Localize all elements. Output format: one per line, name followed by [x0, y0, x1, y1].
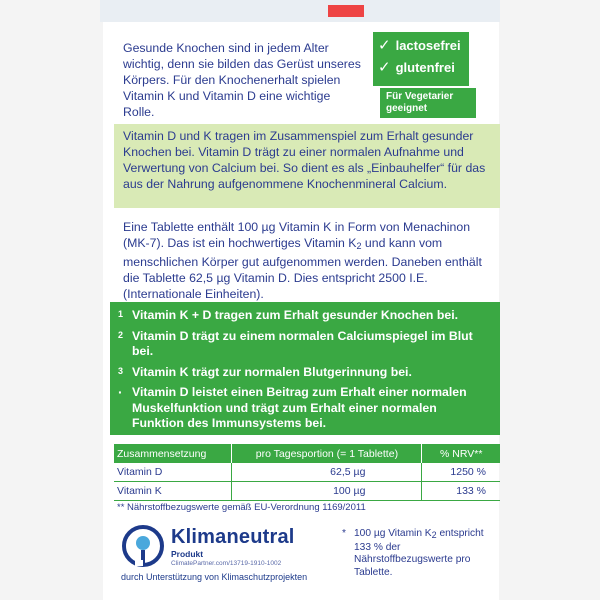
- claim-item: 2 Vitamin D trägt zu einem normalen Calciumspiegel im Blut bei.: [118, 328, 473, 358]
- claim-item: 1 Vitamin K + D tragen zum Erhalt gesunder Knochen bei.: [118, 308, 459, 322]
- klima-title: Klimaneutral: [171, 526, 295, 548]
- claim-item: · Vitamin D leistet einen Beitrag zum Erhalt einer normalen Muskelfunktion und trägt zum Erhalt einer normalen Funktion des Immunsystems bei.: [118, 384, 467, 430]
- table-row: [114, 482, 500, 501]
- klima-url: ClimatePartner.com/13719-1910-1002: [171, 560, 282, 567]
- table-cell: 62,5 µg: [330, 466, 366, 478]
- vitamin-k-footnote: * 100 µg Vitamin K2 entspricht 133 % der Nährstoffbezugswerte pro Tablette.: [342, 528, 484, 578]
- vitamin-dk-info-box: Vitamin D und K tragen im Zusammenspiel zum Erhalt gesunder Knochen bei. Vitamin D trägt zu einer normalen Aufnahme und Verwertung von Calcium bei. So dient es als „Einbauhelfer“ für das aus der Nahrung aufgenommene Knochenmineral Calcium.: [114, 124, 500, 208]
- intro-text: Gesunde Knochen sind in jedem Alter wichtig, denn sie bilden das Gerüst unseres Körpers. Für den Knochenerhalt spielen Vitamin K und Vitamin D eine wichtige Rolle.: [123, 41, 361, 119]
- table-cell: Vitamin D: [117, 466, 163, 478]
- climate-neutral-label: [117, 524, 327, 594]
- claim-item: 3 Vitamin K trägt zur normalen Blutgerinnung bei.: [118, 364, 412, 379]
- table-cell: 1250 %: [450, 466, 487, 478]
- table-header-cell: % NRV**: [440, 447, 483, 460]
- package-top-strip: [100, 0, 500, 22]
- table-cell: 133 %: [456, 485, 487, 497]
- table-header-cell: Zusammensetzung: [117, 447, 207, 460]
- vegetarian-badge: Für Vegetarier geeignet: [380, 88, 476, 118]
- table-header-cell: pro Tagesportion (= 1 Tablette): [255, 447, 399, 460]
- nrv-footnote: ** Nährstoffbezugswerte gemäß EU-Verordnung 1169/2011: [117, 502, 366, 513]
- composition-table: [114, 444, 500, 501]
- table-cell: 100 µg: [333, 485, 366, 497]
- table-cell: Vitamin K: [117, 485, 162, 497]
- free-from-badge: [373, 32, 469, 86]
- tablet-content-text: Eine Tablette enthält 100 µg Vitamin K in Form von Menachinon (MK-7). Das ist ein hochwertiges Vitamin $K_2$ und kann vom menschlichen Körper gut aufgenommen werden. Daneben enthält die Tablette 62,5 µg Vitamin D. Dies entspricht 2500 I.E. (Internationale Einheiten).: [123, 220, 482, 301]
- table-row: [114, 463, 500, 482]
- check-icon: ✓: [378, 59, 391, 76]
- table-header-row: [114, 444, 500, 463]
- klima-support-text: durch Unterstützung von Klimaschutzprojekten: [121, 572, 308, 582]
- lactose-free-label: ✓ lactosefrei: [378, 37, 461, 54]
- check-icon: ✓: [378, 37, 391, 54]
- climate-partner-logo-icon: [121, 524, 165, 568]
- gluten-free-label: ✓ glutenfrei: [378, 59, 455, 76]
- top-strip-red-mark: [328, 5, 364, 17]
- health-claims-box: [110, 302, 500, 435]
- klima-subtitle: Produkt: [171, 549, 204, 559]
